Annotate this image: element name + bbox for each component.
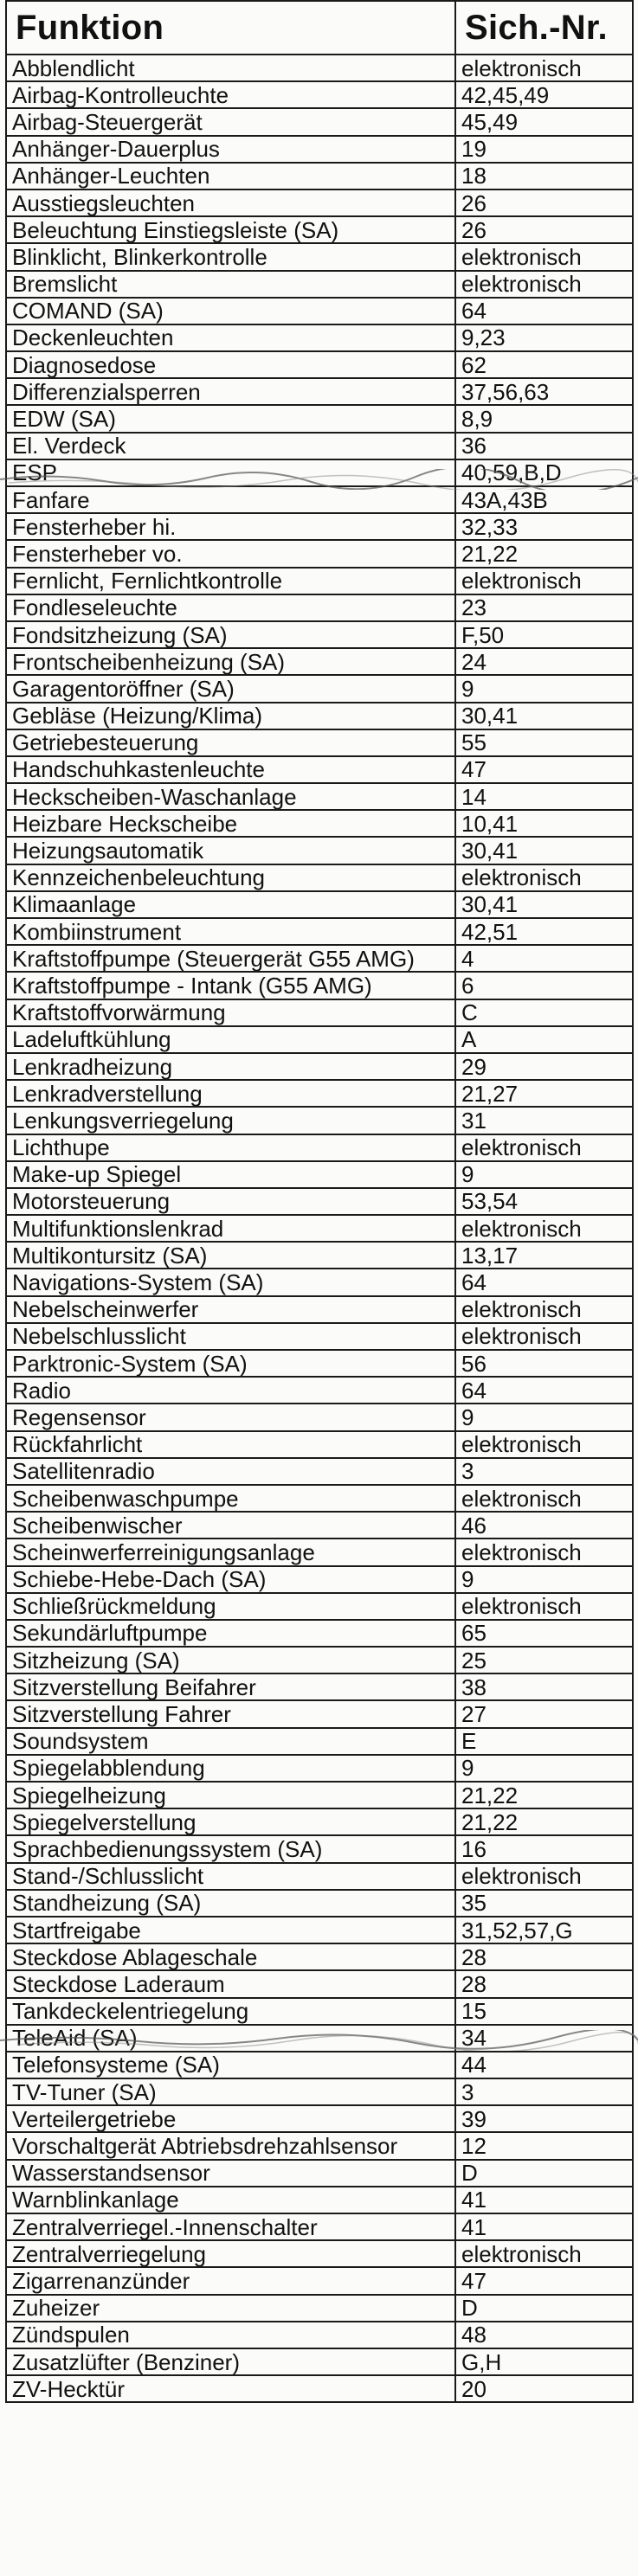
function-cell: Schließrückmeldung	[6, 1593, 455, 1620]
function-cell: Beleuchtung Einstiegsleiste (SA)	[6, 216, 455, 243]
function-cell: Regensensor	[6, 1404, 455, 1430]
fuse-number-cell: 18	[455, 163, 633, 190]
table-row	[6, 703, 633, 729]
table-row	[6, 1863, 633, 1890]
fuse-number-cell: 42,45,49	[455, 81, 633, 108]
function-cell: Kraftstoffvorwärmung	[6, 999, 455, 1026]
fuse-number-cell: elektronisch	[455, 568, 633, 594]
fuse-number-cell: elektronisch	[455, 1863, 633, 1890]
function-cell: Deckenleuchten	[6, 324, 455, 351]
fuse-number-cell: G,H	[455, 2348, 633, 2375]
fuse-number-cell: 47	[455, 2267, 633, 2294]
fuse-number-cell: elektronisch	[455, 1593, 633, 1620]
fuse-number-cell: 19	[455, 136, 633, 163]
table-row	[6, 1215, 633, 1242]
table-row	[6, 1673, 633, 1700]
table-row	[6, 1404, 633, 1430]
fuse-number-cell: F,50	[455, 621, 633, 648]
function-cell: Ausstiegsleuchten	[6, 190, 455, 216]
table-row	[6, 2160, 633, 2187]
table-row	[6, 648, 633, 675]
function-cell: Steckdose Laderaum	[6, 1970, 455, 1997]
table-header-row	[6, 1, 633, 55]
fuse-number-cell: 26	[455, 190, 633, 216]
function-cell: Tankdeckelentriegelung	[6, 1998, 455, 2025]
table-row	[6, 810, 633, 837]
function-cell: Lenkungsverriegelung	[6, 1107, 455, 1134]
fuse-number-cell: 4	[455, 945, 633, 972]
function-cell: Abblendlicht	[6, 55, 455, 81]
fuse-number-cell: 48	[455, 2322, 633, 2348]
function-cell: Fanfare	[6, 486, 455, 513]
function-cell: Lenkradverstellung	[6, 1080, 455, 1107]
fuse-number-cell: 62	[455, 351, 633, 378]
table-row	[6, 2240, 633, 2267]
function-cell: Anhänger-Dauerplus	[6, 136, 455, 163]
fuse-number-cell: C	[455, 999, 633, 1026]
fuse-number-cell: elektronisch	[455, 271, 633, 298]
table-row	[6, 2295, 633, 2322]
function-cell: Kombiinstrument	[6, 918, 455, 945]
fuse-number-cell: 25	[455, 1647, 633, 1673]
table-row	[6, 1161, 633, 1188]
function-cell: Steckdose Ablageschale	[6, 1943, 455, 1970]
fuse-number-cell: 35	[455, 1890, 633, 1917]
table-row	[6, 1512, 633, 1539]
function-cell: Scheinwerferreinigungsanlage	[6, 1539, 455, 1565]
fuse-number-cell: 34	[455, 2025, 633, 2052]
function-cell: Heizungsautomatik	[6, 837, 455, 864]
fuse-number-cell: A	[455, 1026, 633, 1053]
function-cell: Soundsystem	[6, 1728, 455, 1755]
function-cell: Zigarrenanzünder	[6, 2267, 455, 2294]
function-cell: Ladeluftkühlung	[6, 1026, 455, 1053]
table-row	[6, 972, 633, 999]
function-cell: Vorschaltgerät Abtriebsdrehzahlsensor	[6, 2132, 455, 2159]
fuse-number-cell: 43A,43B	[455, 486, 633, 513]
table-row	[6, 2348, 633, 2375]
fuse-number-cell: 13,17	[455, 1242, 633, 1269]
fuse-number-cell: 21,27	[455, 1080, 633, 1107]
fuse-number-cell: D	[455, 2295, 633, 2322]
table-row	[6, 540, 633, 567]
function-cell: Heizbare Heckscheibe	[6, 810, 455, 837]
table-row	[6, 594, 633, 621]
table-row	[6, 1782, 633, 1808]
fuse-number-cell: elektronisch	[455, 1215, 633, 1242]
fuse-number-cell: elektronisch	[455, 1296, 633, 1323]
fuse-number-cell: E	[455, 1728, 633, 1755]
function-cell: Make-up Spiegel	[6, 1161, 455, 1188]
function-cell: Parktronic-System (SA)	[6, 1350, 455, 1377]
table-row	[6, 999, 633, 1026]
function-cell: Lichthupe	[6, 1134, 455, 1161]
fuse-number-cell: 32,33	[455, 513, 633, 540]
function-cell: Spiegelheizung	[6, 1782, 455, 1808]
fuse-number-cell: 64	[455, 1377, 633, 1404]
table-row	[6, 1620, 633, 1647]
function-cell: Getriebesteuerung	[6, 729, 455, 756]
fuse-number-cell: elektronisch	[455, 1539, 633, 1565]
function-cell: Fensterheber hi.	[6, 513, 455, 540]
function-cell: Lenkradheizung	[6, 1053, 455, 1080]
table-row	[6, 1647, 633, 1673]
function-cell: Sitzheizung (SA)	[6, 1647, 455, 1673]
table-row	[6, 1134, 633, 1161]
function-cell: Telefonsysteme (SA)	[6, 2052, 455, 2078]
table-row	[6, 271, 633, 298]
fuse-number-cell: 26	[455, 216, 633, 243]
function-cell: TeleAid (SA)	[6, 2025, 455, 2052]
fuse-number-cell: 31	[455, 1107, 633, 1134]
table-row	[6, 459, 633, 486]
function-cell: Sekundärluftpumpe	[6, 1620, 455, 1647]
fuse-number-cell: 41	[455, 2187, 633, 2213]
table-row	[6, 2105, 633, 2132]
fuse-number-cell: 9	[455, 1566, 633, 1593]
fuse-number-cell: 3	[455, 2078, 633, 2105]
fuse-number-cell: elektronisch	[455, 864, 633, 891]
function-cell: Wasserstandsensor	[6, 2160, 455, 2187]
table-row	[6, 891, 633, 918]
function-cell: Klimaanlage	[6, 891, 455, 918]
table-row	[6, 1593, 633, 1620]
table-row	[6, 324, 633, 351]
function-cell: Startfreigabe	[6, 1917, 455, 1943]
fuse-number-cell: 12	[455, 2132, 633, 2159]
table-row	[6, 405, 633, 432]
table-row	[6, 243, 633, 270]
fuse-number-cell: 8,9	[455, 405, 633, 432]
fuse-number-cell: 31,52,57,G	[455, 1917, 633, 1943]
function-cell: Nebelschlusslicht	[6, 1323, 455, 1350]
fuse-number-cell: 21,22	[455, 540, 633, 567]
function-cell: Sitzverstellung Beifahrer	[6, 1673, 455, 1700]
fuse-number-cell: elektronisch	[455, 1134, 633, 1161]
table-row	[6, 136, 633, 163]
table-row	[6, 1377, 633, 1404]
function-cell: ESP	[6, 459, 455, 486]
table-row	[6, 568, 633, 594]
table-row	[6, 1188, 633, 1215]
fuse-number-cell: 9,23	[455, 324, 633, 351]
fuse-number-cell: elektronisch	[455, 55, 633, 81]
fuse-number-cell: 28	[455, 1970, 633, 1997]
function-cell: Zündspulen	[6, 2322, 455, 2348]
function-cell: Gebläse (Heizung/Klima)	[6, 703, 455, 729]
fuse-number-cell: 15	[455, 1998, 633, 2025]
table-row	[6, 675, 633, 702]
function-cell: Kraftstoffpumpe (Steuergerät G55 AMG)	[6, 945, 455, 972]
table-row	[6, 81, 633, 108]
fuse-number-cell: 16	[455, 1835, 633, 1862]
fuse-number-cell: 64	[455, 1269, 633, 1295]
fuse-number-cell: 6	[455, 972, 633, 999]
function-cell: Satellitenradio	[6, 1458, 455, 1485]
table-row	[6, 108, 633, 135]
function-cell: Zentralverriegelung	[6, 2240, 455, 2267]
table-row	[6, 1755, 633, 1782]
fuse-number-cell: 36	[455, 433, 633, 459]
table-row	[6, 1890, 633, 1917]
table-row	[6, 729, 633, 756]
function-cell: Sitzverstellung Fahrer	[6, 1700, 455, 1727]
function-cell: Handschuhkastenleuchte	[6, 756, 455, 783]
function-cell: Multifunktionslenkrad	[6, 1215, 455, 1242]
fuse-number-cell: 47	[455, 756, 633, 783]
function-cell: Radio	[6, 1377, 455, 1404]
table-row	[6, 918, 633, 945]
function-cell: Differenzialsperren	[6, 378, 455, 405]
fuse-number-cell: 21,22	[455, 1808, 633, 1835]
table-row	[6, 1970, 633, 1997]
function-cell: TV-Tuner (SA)	[6, 2078, 455, 2105]
table-row	[6, 2025, 633, 2052]
function-cell: Blinklicht, Blinkerkontrolle	[6, 243, 455, 270]
fuse-number-cell: 42,51	[455, 918, 633, 945]
function-cell: Fondsitzheizung (SA)	[6, 621, 455, 648]
table-row	[6, 1998, 633, 2025]
function-cell: Nebelscheinwerfer	[6, 1296, 455, 1323]
function-cell: Schiebe-Hebe-Dach (SA)	[6, 1566, 455, 1593]
table-row	[6, 1053, 633, 1080]
table-row	[6, 1728, 633, 1755]
table-row	[6, 486, 633, 513]
fuse-rows	[6, 55, 633, 2402]
fuse-number-cell: elektronisch	[455, 2240, 633, 2267]
fuse-number-cell: 9	[455, 1161, 633, 1188]
table-row	[6, 1296, 633, 1323]
table-row	[6, 2213, 633, 2240]
fuse-number-cell: 20	[455, 2375, 633, 2402]
table-row	[6, 783, 633, 810]
function-cell: Airbag-Kontrolleuchte	[6, 81, 455, 108]
function-cell: Zuheizer	[6, 2295, 455, 2322]
function-cell: Zusatzlüfter (Benziner)	[6, 2348, 455, 2375]
table-row	[6, 945, 633, 972]
fuse-number-cell: elektronisch	[455, 1485, 633, 1512]
table-row	[6, 378, 633, 405]
function-cell: Verteilergetriebe	[6, 2105, 455, 2132]
table-row	[6, 1700, 633, 1727]
fuse-number-cell: 45,49	[455, 108, 633, 135]
function-cell: Spiegelabblendung	[6, 1755, 455, 1782]
function-cell: Anhänger-Leuchten	[6, 163, 455, 190]
table-row	[6, 837, 633, 864]
fuse-number-cell: 28	[455, 1943, 633, 1970]
function-cell: Navigations-System (SA)	[6, 1269, 455, 1295]
function-cell: Scheibenwaschpumpe	[6, 1485, 455, 1512]
table-row	[6, 2078, 633, 2105]
function-cell: El. Verdeck	[6, 433, 455, 459]
table-row	[6, 2052, 633, 2078]
function-cell: Warnblinkanlage	[6, 2187, 455, 2213]
table-row	[6, 55, 633, 81]
fuse-number-cell: elektronisch	[455, 1431, 633, 1458]
table-row	[6, 216, 633, 243]
function-cell: ZV-Hecktür	[6, 2375, 455, 2402]
table-row	[6, 1485, 633, 1512]
table-row	[6, 1242, 633, 1269]
function-cell: Diagnosedose	[6, 351, 455, 378]
function-cell: Stand-/Schlusslicht	[6, 1863, 455, 1890]
fuse-number-cell: 44	[455, 2052, 633, 2078]
fuse-number-cell: 30,41	[455, 837, 633, 864]
fuse-number-cell: 65	[455, 1620, 633, 1647]
function-cell: EDW (SA)	[6, 405, 455, 432]
fuse-table	[5, 0, 634, 2403]
function-cell: COMAND (SA)	[6, 298, 455, 324]
table-row	[6, 433, 633, 459]
function-cell: Airbag-Steuergerät	[6, 108, 455, 135]
table-row	[6, 1458, 633, 1485]
table-row	[6, 2132, 633, 2159]
fuse-number-cell: 9	[455, 1404, 633, 1430]
function-cell: Heckscheiben-Waschanlage	[6, 783, 455, 810]
table-row	[6, 351, 633, 378]
table-row	[6, 1026, 633, 1053]
fuse-number-cell: 24	[455, 648, 633, 675]
table-row	[6, 1269, 633, 1295]
function-cell: Fondleseleuchte	[6, 594, 455, 621]
function-cell: Frontscheibenheizung (SA)	[6, 648, 455, 675]
table-row	[6, 2322, 633, 2348]
function-cell: Kraftstoffpumpe - Intank (G55 AMG)	[6, 972, 455, 999]
function-cell: Rückfahrlicht	[6, 1431, 455, 1458]
fuse-number-cell: 37,56,63	[455, 378, 633, 405]
fuse-number-cell: 30,41	[455, 891, 633, 918]
table-row	[6, 298, 633, 324]
table-row	[6, 190, 633, 216]
table-row	[6, 1943, 633, 1970]
function-cell: Kennzeichenbeleuchtung	[6, 864, 455, 891]
table-row	[6, 864, 633, 891]
table-row	[6, 1917, 633, 1943]
table-row	[6, 1431, 633, 1458]
header-fuse-number: Sich.-Nr.	[455, 1, 633, 55]
table-row	[6, 1808, 633, 1835]
function-cell: Scheibenwischer	[6, 1512, 455, 1539]
fuse-number-cell: 14	[455, 783, 633, 810]
table-row	[6, 1323, 633, 1350]
table-row	[6, 513, 633, 540]
fuse-number-cell: 10,41	[455, 810, 633, 837]
table-row	[6, 1539, 633, 1565]
fuse-number-cell: 9	[455, 675, 633, 702]
fuse-number-cell: 64	[455, 298, 633, 324]
table-row	[6, 163, 633, 190]
fuse-number-cell: 27	[455, 1700, 633, 1727]
fuse-number-cell: 3	[455, 1458, 633, 1485]
fuse-number-cell: 30,41	[455, 703, 633, 729]
table-row	[6, 1080, 633, 1107]
fuse-number-cell: 41	[455, 2213, 633, 2240]
fuse-number-cell: 39	[455, 2105, 633, 2132]
fuse-number-cell: elektronisch	[455, 243, 633, 270]
fuse-number-cell: 29	[455, 1053, 633, 1080]
fuse-number-cell: elektronisch	[455, 1323, 633, 1350]
function-cell: Multikontursitz (SA)	[6, 1242, 455, 1269]
function-cell: Fensterheber vo.	[6, 540, 455, 567]
table-row	[6, 2267, 633, 2294]
function-cell: Motorsteuerung	[6, 1188, 455, 1215]
fuse-number-cell: 56	[455, 1350, 633, 1377]
fuse-number-cell: 46	[455, 1512, 633, 1539]
table-row	[6, 1350, 633, 1377]
function-cell: Zentralverriegel.-Innenschalter	[6, 2213, 455, 2240]
function-cell: Bremslicht	[6, 271, 455, 298]
table-row	[6, 621, 633, 648]
table-row	[6, 1566, 633, 1593]
fuse-number-cell: 53,54	[455, 1188, 633, 1215]
header-function: Funktion	[6, 1, 455, 55]
function-cell: Garagentoröffner (SA)	[6, 675, 455, 702]
fuse-number-cell: 40,59,B,D	[455, 459, 633, 486]
table-row	[6, 1107, 633, 1134]
fuse-number-cell: 21,22	[455, 1782, 633, 1808]
fuse-number-cell: 38	[455, 1673, 633, 1700]
fuse-number-cell: 9	[455, 1755, 633, 1782]
table-row	[6, 756, 633, 783]
fuse-number-cell: D	[455, 2160, 633, 2187]
function-cell: Sprachbedienungssystem (SA)	[6, 1835, 455, 1862]
fuse-number-cell: 23	[455, 594, 633, 621]
function-cell: Standheizung (SA)	[6, 1890, 455, 1917]
fuse-number-cell: 55	[455, 729, 633, 756]
function-cell: Spiegelverstellung	[6, 1808, 455, 1835]
function-cell: Fernlicht, Fernlichtkontrolle	[6, 568, 455, 594]
table-row	[6, 2375, 633, 2402]
table-row	[6, 1835, 633, 1862]
table-row	[6, 2187, 633, 2213]
